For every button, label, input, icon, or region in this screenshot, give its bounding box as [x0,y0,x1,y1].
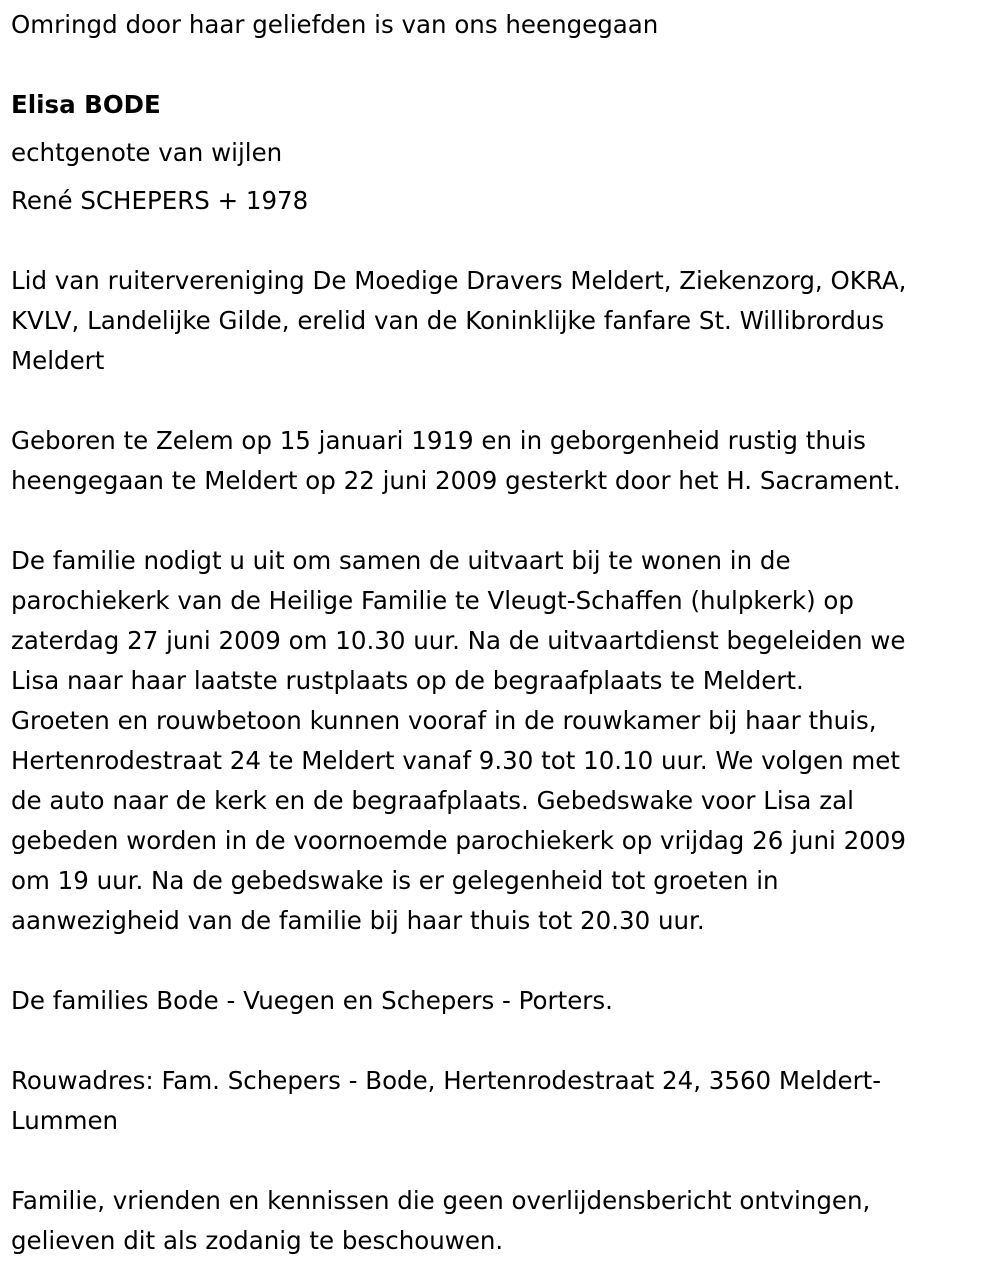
funeral-line: zaterdag 27 juni 2009 om 10.30 uur. Na de uitvaartdienst begeleiden we [11,626,906,655]
funeral-line: Hertenrodestraat 24 te Meldert vanaf 9.30 tot 10.10 uur. We volgen met [11,746,900,775]
funeral-line: de auto naar de kerk en de begraafplaats. Gebedswake voor Lisa zal [11,786,854,815]
spouse-label: echtgenote van wijlen [11,138,283,167]
funeral-line: gebeden worden in de voornoemde parochiekerk op vrijdag 26 juni 2009 [11,826,906,855]
address-line: Lummen [11,1106,119,1135]
address-line: Rouwadres: Fam. Schepers - Bode, Hertenrodestraat 24, 3560 Meldert- [11,1066,882,1095]
spouse-name: René SCHEPERS + 1978 [11,186,309,215]
funeral-line: parochiekerk van de Heilige Familie te Vleugt-Schaffen (hulpkerk) op [11,586,854,615]
funeral-line: Lisa naar haar laatste rustplaats op de begraafplaats te Meldert. [11,666,804,695]
funeral-line: aanwezigheid van de familie bij haar thuis tot 20.30 uur. [11,906,705,935]
memberships-line: Meldert [11,346,105,375]
funeral-line: om 19 uur. Na de gebedswake is er gelegenheid tot groeten in [11,866,779,895]
funeral-line: De familie nodigt u uit om samen de uitvaart bij te wonen in de [11,546,791,575]
funeral-line: Groeten en rouwbetoon kunnen vooraf in de rouwkamer bij haar thuis, [11,706,877,735]
intro-line: Omringd door haar geliefden is van ons heengegaan [11,10,659,39]
birth-death-line: heengegaan te Meldert op 22 juni 2009 gesterkt door het H. Sacrament. [11,466,901,495]
closing-line: Familie, vrienden en kennissen die geen overlijdensbericht ontvingen, [11,1186,871,1215]
memberships-line: Lid van ruitervereniging De Moedige Dravers Meldert, Ziekenzorg, OKRA, [11,266,907,295]
birth-death-line: Geboren te Zelem op 15 januari 1919 en in geborgenheid rustig thuis [11,426,866,455]
deceased-name: Elisa BODE [11,90,161,119]
closing-line: gelieven dit als zodanig te beschouwen. [11,1226,504,1255]
memberships-line: KVLV, Landelijke Gilde, erelid van de Koninklijke fanfare St. Willibrordus [11,306,885,335]
families-line: De families Bode - Vuegen en Schepers - Porters. [11,986,613,1015]
